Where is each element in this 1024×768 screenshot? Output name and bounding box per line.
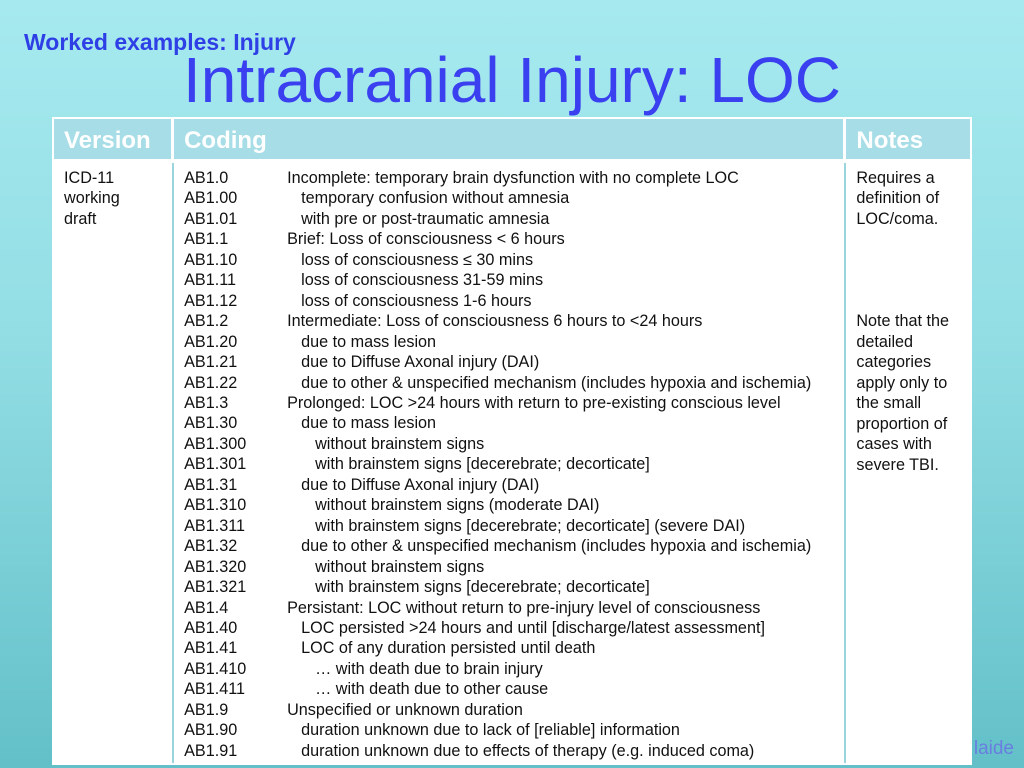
slide-title: Intracranial Injury: LOC — [182, 44, 842, 116]
code-description: … with death due to brain injury — [315, 659, 543, 678]
code-description: without brainstem signs (moderate DAI) — [315, 496, 600, 515]
code-list — [184, 168, 835, 761]
code-row — [184, 495, 835, 515]
note-line: definition of — [856, 189, 940, 208]
code-value: AB1.0 — [184, 169, 229, 187]
code-value: AB1.1 — [184, 230, 229, 249]
code-row — [184, 700, 835, 720]
note-line: severe TBI. — [856, 455, 939, 474]
code-description: due to Diffuse Axonal injury (DAI) — [301, 475, 540, 494]
code-row — [184, 270, 835, 290]
code-row — [184, 679, 835, 699]
code-row — [184, 291, 835, 311]
code-row — [184, 352, 835, 372]
code-value: AB1.300 — [184, 434, 247, 453]
code-row — [184, 536, 835, 556]
code-value: AB1.320 — [184, 557, 247, 576]
code-description: due to other & unspecified mechanism (includes hypoxia and ischemia) — [301, 537, 812, 556]
code-value: AB1.311 — [184, 516, 245, 535]
loc-coding-table — [52, 117, 972, 765]
code-value: AB1.10 — [184, 250, 238, 269]
code-value: AB1.31 — [184, 475, 238, 494]
code-row — [184, 209, 835, 229]
note-line: cases with — [856, 435, 932, 454]
code-value: AB1.91 — [184, 741, 238, 760]
note-line: the small — [856, 394, 922, 413]
note-line: categories — [856, 353, 932, 372]
code-value: AB1.20 — [184, 332, 238, 351]
note-line: Requires a — [856, 169, 935, 187]
code-description: with brainstem signs [decerebrate; decorticate] (severe DAI) — [315, 516, 746, 535]
coding-cell — [174, 163, 846, 763]
code-value: AB1.310 — [184, 496, 247, 515]
note-line: proportion of — [856, 414, 948, 433]
code-value: AB1.9 — [184, 700, 229, 719]
code-value: AB1.01 — [184, 209, 238, 228]
code-description: due to Diffuse Axonal injury (DAI) — [301, 353, 540, 372]
code-description: with brainstem signs [decerebrate; decorticate] — [315, 455, 650, 474]
code-value: AB1.22 — [184, 373, 238, 392]
code-value: AB1.4 — [184, 598, 229, 617]
code-row — [184, 413, 835, 433]
code-value: AB1.321 — [184, 578, 247, 597]
code-value: AB1.410 — [184, 659, 247, 678]
code-row — [184, 393, 835, 413]
code-description: due to mass lesion — [301, 332, 437, 351]
version-lines — [64, 168, 163, 229]
code-description: loss of consciousness 31-59 mins — [301, 271, 544, 290]
code-row — [184, 618, 835, 638]
note-line: Note that the — [856, 312, 950, 331]
code-value: AB1.40 — [184, 618, 238, 637]
code-row — [184, 557, 835, 577]
code-row — [184, 168, 835, 188]
header-coding: Coding — [174, 119, 846, 163]
code-description: with pre or post-traumatic amnesia — [301, 209, 550, 228]
version-cell — [54, 163, 174, 763]
code-description: temporary confusion without amnesia — [301, 189, 570, 208]
notes-spacer — [856, 229, 961, 311]
code-description: duration unknown due to lack of [reliable] information — [301, 721, 680, 740]
code-row — [184, 332, 835, 352]
code-row — [184, 516, 835, 536]
code-value: AB1.11 — [184, 271, 236, 290]
code-row — [184, 434, 835, 454]
code-value: AB1.41 — [184, 639, 238, 658]
version-line: draft — [64, 209, 97, 228]
code-description: … with death due to other cause — [315, 680, 549, 699]
code-description: LOC of any duration persisted until death — [301, 639, 596, 658]
note-line: apply only to — [856, 373, 948, 392]
code-row — [184, 229, 835, 249]
code-description: Incomplete: temporary brain dysfunction with no complete LOC — [287, 169, 739, 187]
slide-subtitle: Worked examples: Injury — [24, 29, 296, 55]
code-row — [184, 454, 835, 474]
code-description: loss of consciousness 1-6 hours — [301, 291, 532, 310]
code-description: due to mass lesion — [301, 414, 437, 433]
code-description: duration unknown due to effects of therapy (e.g. induced coma) — [301, 741, 755, 760]
code-value: AB1.12 — [184, 291, 238, 310]
code-value: AB1.90 — [184, 721, 238, 740]
code-description: without brainstem signs — [315, 434, 485, 453]
code-description: loss of consciousness ≤ 30 mins — [301, 250, 534, 269]
code-value: AB1.30 — [184, 414, 238, 433]
code-value: AB1.21 — [184, 353, 238, 372]
table-header-row — [54, 119, 970, 163]
code-row — [184, 311, 835, 331]
note-line: detailed — [856, 332, 914, 351]
code-row — [184, 638, 835, 658]
code-description: Intermediate: Loss of consciousness 6 hours to <24 hours — [287, 312, 703, 331]
code-value: AB1.411 — [184, 680, 245, 699]
header-version: Version — [54, 119, 174, 163]
code-description: due to other & unspecified mechanism (includes hypoxia and ischemia) — [301, 373, 812, 392]
code-row — [184, 188, 835, 208]
code-value: AB1.00 — [184, 189, 238, 208]
version-line: working — [64, 189, 120, 208]
notes-cell — [846, 163, 970, 763]
code-row — [184, 720, 835, 740]
code-description: Unspecified or unknown duration — [287, 700, 523, 719]
code-description: Persistant: LOC without return to pre-injury level of consciousness — [287, 598, 761, 617]
footer-fragment: laide — [973, 738, 1014, 759]
header-notes: Notes — [846, 119, 970, 163]
code-row — [184, 598, 835, 618]
code-description: LOC persisted >24 hours and until [discharge/latest assessment] — [301, 618, 765, 637]
notes-scope — [856, 311, 961, 475]
code-value: AB1.32 — [184, 537, 238, 556]
code-description: Brief: Loss of consciousness < 6 hours — [287, 230, 565, 249]
code-value: AB1.2 — [184, 312, 229, 331]
code-description: without brainstem signs — [315, 557, 485, 576]
code-value: AB1.301 — [184, 455, 247, 474]
code-description: with brainstem signs [decerebrate; decorticate] — [315, 578, 650, 597]
table-row — [54, 163, 970, 763]
note-line: LOC/coma. — [856, 209, 939, 228]
code-row — [184, 577, 835, 597]
code-row — [184, 659, 835, 679]
code-row — [184, 250, 835, 270]
version-line: ICD-11 — [64, 169, 115, 187]
code-row — [184, 475, 835, 495]
code-value: AB1.3 — [184, 393, 229, 412]
code-description: Prolonged: LOC >24 hours with return to pre-existing conscious level — [287, 393, 781, 412]
code-row — [184, 373, 835, 393]
code-row — [184, 741, 835, 761]
notes-definition — [856, 168, 961, 229]
